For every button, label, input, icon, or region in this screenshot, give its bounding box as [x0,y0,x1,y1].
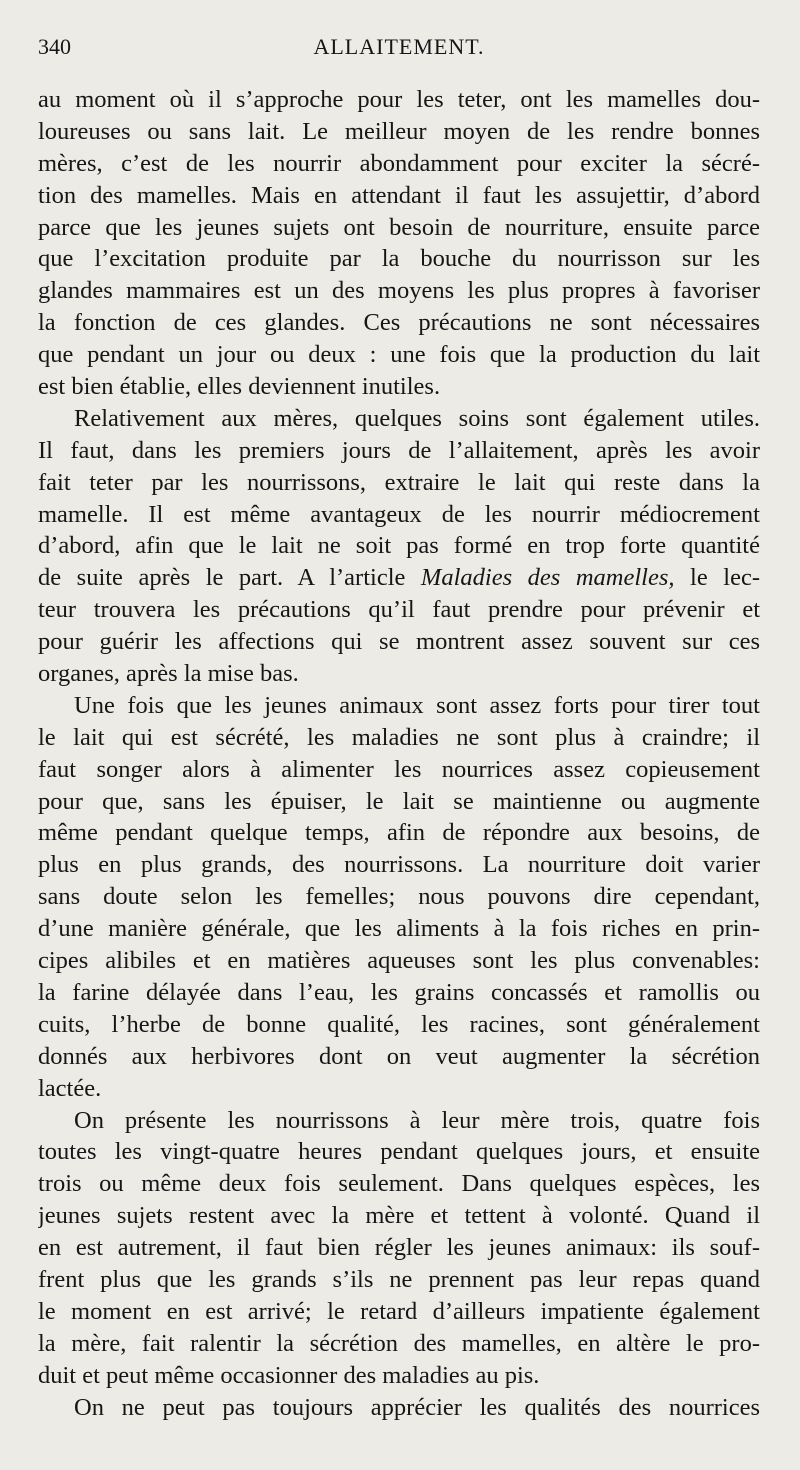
text-line: frent plus que les grands s’ils ne prennent pas leur repas quand [38,1265,760,1293]
text-line: fait teter par les nourrissons, extraire le lait qui reste dans la [38,468,760,496]
text-line: la farine délayée dans l’eau, les grains concassés et ramollis ou [38,978,760,1006]
text-line: parce que les jeunes sujets ont besoin de nourriture, ensuite parce [38,213,760,241]
text-line: On ne peut pas toujours apprécier les qualités des nourrices [74,1393,760,1421]
text-line: teur trouvera les précautions qu’il faut prendre pour prévenir et [38,596,760,624]
body-text [38,84,760,1423]
text-line: trois ou même deux fois seulement. Dans quelques espèces, les [38,1170,760,1198]
text-line: Il faut, dans les premiers jours de l’allaitement, après les avoir [38,436,760,464]
page-number: 340 [38,34,71,59]
text-line: cipes alibiles et en matières aqueuses sont les plus convenables: [38,947,760,975]
text-line: Une fois que les jeunes animaux sont assez forts pour tirer tout [74,691,760,719]
text-line: même pendant quelque temps, afin de répondre aux besoins, de [38,819,760,847]
text-line: mamelle. Il est même avantageux de les nourrir médiocrement [38,500,760,528]
text-line: est bien établie, elles deviennent inutiles. [38,373,441,401]
text-line: en est autrement, il faut bien régler les jeunes animaux: ils souf- [38,1234,760,1262]
text-line: au moment où il s’approche pour les teter, ont les mamelles dou- [38,86,760,113]
text-line: cuits, l’herbe de bonne qualité, les racines, sont généralement [38,1010,760,1038]
text-line: donnés aux herbivores dont on veut augmenter la sécrétion [38,1042,760,1070]
text-line: loureuses ou sans lait. Le meilleur moyen de les rendre bonnes [38,117,760,145]
text-line: la mère, fait ralentir la sécrétion des mamelles, en altère le pro- [38,1329,760,1357]
text-segment: le lec- [674,564,760,592]
text-line: faut songer alors à alimenter les nourrices assez copieusement [38,755,760,783]
text-line [38,562,760,594]
text-line: glandes mammaires est un des moyens les plus propres à favoriser [38,277,760,305]
text-line: le lait qui est sécrété, les maladies ne sont plus à craindre; il [38,723,760,751]
text-line: pour guérir les affections qui se montrent assez souvent sur ces [38,628,760,656]
text-line: mères, c’est de les nourrir abondamment pour exciter la sécré- [38,149,760,177]
text-line: jeunes sujets restent avec la mère et tettent à volonté. Quand il [38,1202,760,1230]
text-line: organes, après la mise bas. [38,660,299,688]
text-line: la fonction de ces glandes. Ces précautions ne sont nécessaires [38,309,760,337]
text-line: d’une manière générale, que les aliments à la fois riches en prin- [38,915,760,943]
text-line: pour que, sans les épuiser, le lait se maintienne ou augmente [38,787,760,815]
text-line: que pendant un jour ou deux : une fois que la production du lait [38,341,760,369]
italic-title: Maladies des mamelles, [420,564,675,592]
text-line: tion des mamelles. Mais en attendant il faut les assujettir, d’abord [38,181,760,209]
text-line: toutes les vingt-quatre heures pendant quelques jours, et ensuite [38,1138,760,1166]
text-line: lactée. [38,1074,102,1102]
running-head [38,28,760,72]
text-line: Relativement aux mères, quelques soins sont également utiles. [74,404,760,432]
text-line: d’abord, afin que le lait ne soit pas formé en trop forte quantité [38,532,760,560]
text-line: que l’excitation produite par la bouche du nourrisson sur les [38,245,760,273]
text-line: plus en plus grands, des nourrissons. La nourriture doit varier [38,851,760,879]
text-line: le moment en est arrivé; le retard d’ailleurs impatiente également [38,1297,760,1325]
running-title: ALLAITEMENT. [313,34,485,59]
text-line: duit et peut même occasionner des maladies au pis. [38,1361,540,1389]
text-line: On présente les nourrissons à leur mère trois, quatre fois [74,1106,760,1134]
text-line: sans doute selon les femelles; nous pouvons dire cependant, [38,883,760,911]
text-segment: de suite après le part. A l’article [38,564,421,592]
